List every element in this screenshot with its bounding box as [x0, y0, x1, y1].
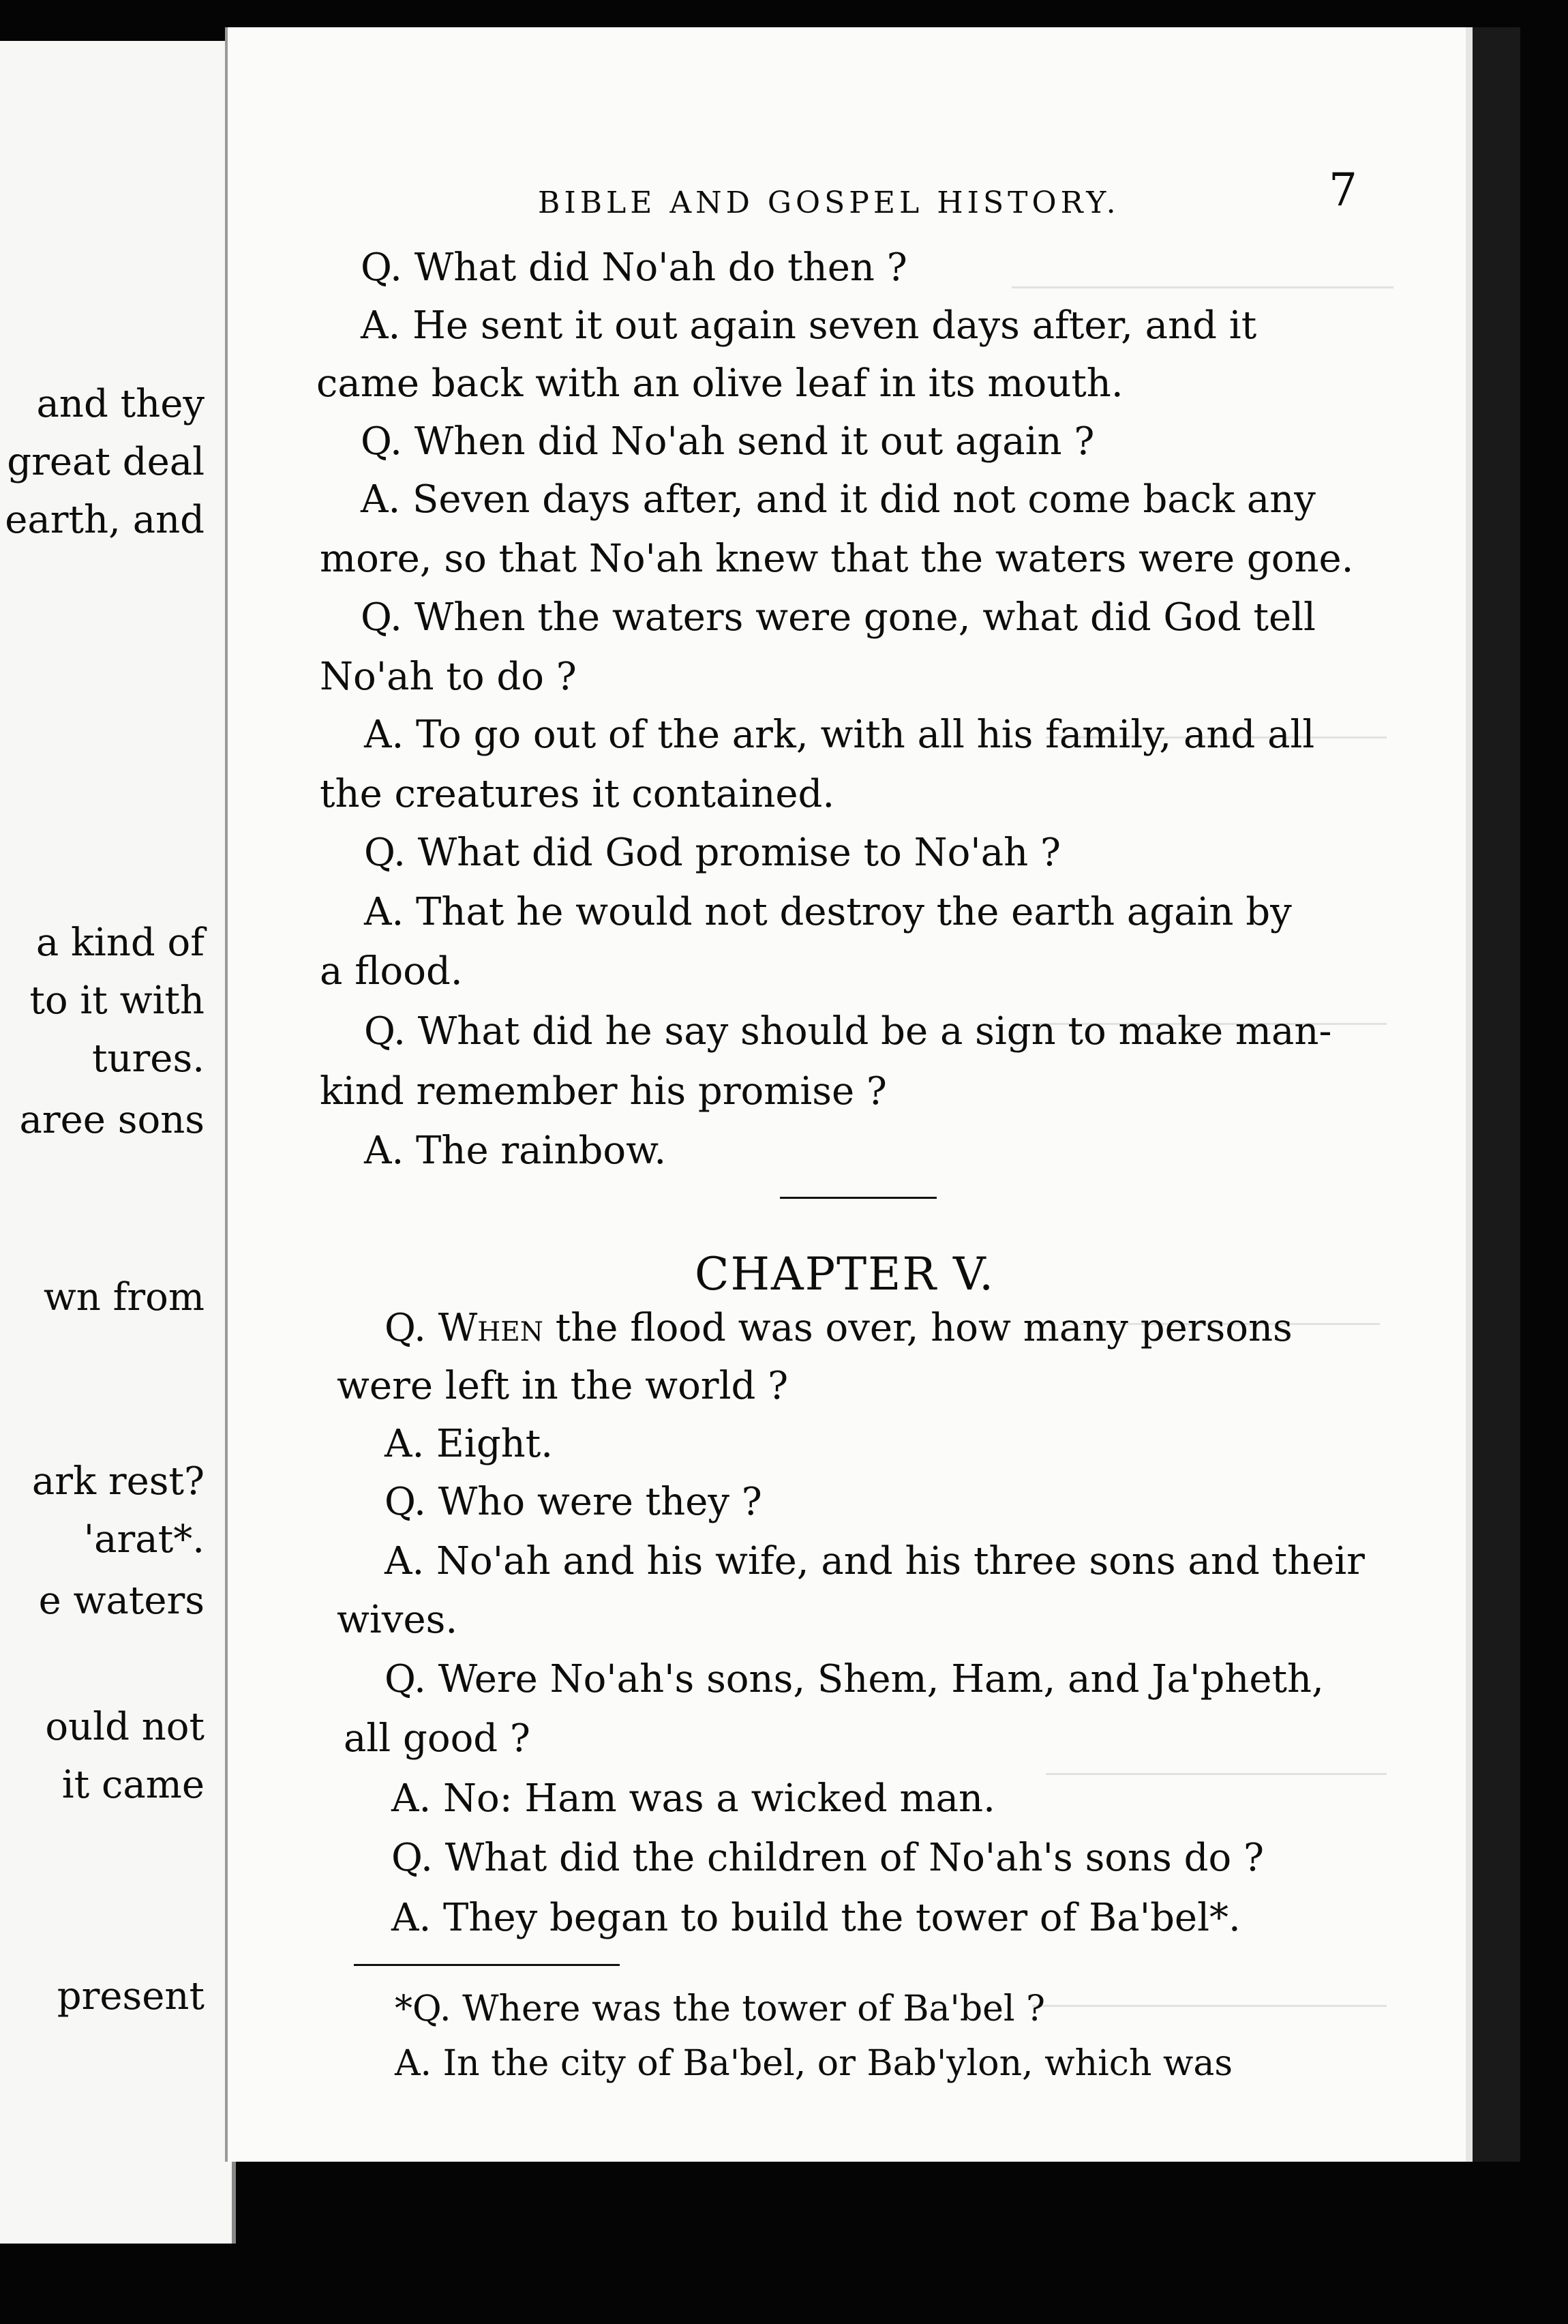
chapter-heading: CHAPTER V. [695, 1248, 995, 1300]
text-line-rest: the flood was over, how many persons [555, 1306, 1293, 1350]
left-text-fragment: a kind of [35, 921, 205, 965]
text-line: Q. What did No'ah do then ? [361, 245, 907, 290]
text-line: A. That he would not destroy the earth again by [364, 890, 1292, 934]
left-text-fragment: ark rest? [31, 1459, 205, 1504]
left-text-fragment: e waters [38, 1579, 205, 1623]
left-text-fragment: it came [61, 1763, 205, 1807]
left-text-fragment: 'arat*. [83, 1517, 205, 1562]
text-line: A. No'ah and his wife, and his three sons and their [385, 1539, 1365, 1583]
text-line: Q. What did the children of No'ah's sons do ? [391, 1836, 1265, 1880]
footnote-rule [354, 1964, 620, 1966]
text-line: A. To go out of the ark, with all his family, and all [364, 713, 1315, 757]
text-line: Q. What did God promise to No'ah ? [364, 831, 1061, 875]
text-line: A. Eight. [385, 1422, 554, 1466]
text-line: Q. Were No'ah's sons, Shem, Ham, and Ja'pheth, [385, 1657, 1324, 1701]
text-line: all good ? [344, 1716, 530, 1761]
left-text-fragment: to it with [29, 979, 205, 1023]
text-line [385, 1306, 1293, 1350]
text-line: Q. Who were they ? [385, 1480, 762, 1524]
text-line: were left in the world ? [337, 1364, 789, 1408]
text-line: wives. [337, 1598, 458, 1642]
left-text-fragment: and they [36, 382, 205, 426]
text-line: A. The rainbow. [364, 1129, 667, 1173]
text-line: Q. When did No'ah send it out again ? [361, 419, 1095, 464]
left-text-fragment: great deal [7, 440, 205, 484]
question-marker: Q. [385, 1306, 426, 1350]
text-line: A. He sent it out again seven days after, and it [361, 303, 1257, 348]
text-line: A. No: Ham was a wicked man. [391, 1776, 995, 1821]
left-text-fragment: earth, and [5, 498, 205, 542]
footnote-line: *Q. Where was the tower of Ba'bel ? [395, 1988, 1045, 2029]
text-line: the creatures it contained. [320, 772, 835, 816]
left-text-fragment: present [57, 1974, 205, 2018]
text-line: kind remember his promise ? [320, 1069, 887, 1114]
text-line: Q. What did he say should be a sign to make man- [364, 1009, 1332, 1054]
section-rule [780, 1197, 937, 1199]
text-line: came back with an olive leaf in its mouth. [316, 361, 1124, 406]
left-text-fragment: wn from [43, 1275, 205, 1320]
book-page [225, 27, 1475, 2162]
running-head: BIBLE AND GOSPEL HISTORY. [538, 185, 1120, 220]
footnote-line: A. In the city of Ba'bel, or Bab'ylon, which was [395, 2043, 1233, 2084]
left-text-fragment: ould not [45, 1705, 205, 1749]
text-line: No'ah to do ? [320, 655, 577, 699]
text-line: more, so that No'ah knew that the waters were gone. [320, 537, 1354, 581]
text-line: a flood. [320, 949, 463, 994]
left-text-fragment: tures. [91, 1037, 205, 1081]
left-text-fragment: aree sons [19, 1098, 205, 1142]
text-line: A. They began to build the tower of Ba'bel*. [391, 1896, 1241, 1940]
left-page-fragment [0, 41, 236, 2244]
text-line: Q. When the waters were gone, what did God tell [361, 595, 1316, 640]
page-number: 7 [1329, 164, 1357, 216]
page-edge-shadow [1473, 27, 1520, 2162]
chapter-first-word: When [438, 1306, 543, 1350]
text-line: A. Seven days after, and it did not come back any [361, 477, 1316, 522]
